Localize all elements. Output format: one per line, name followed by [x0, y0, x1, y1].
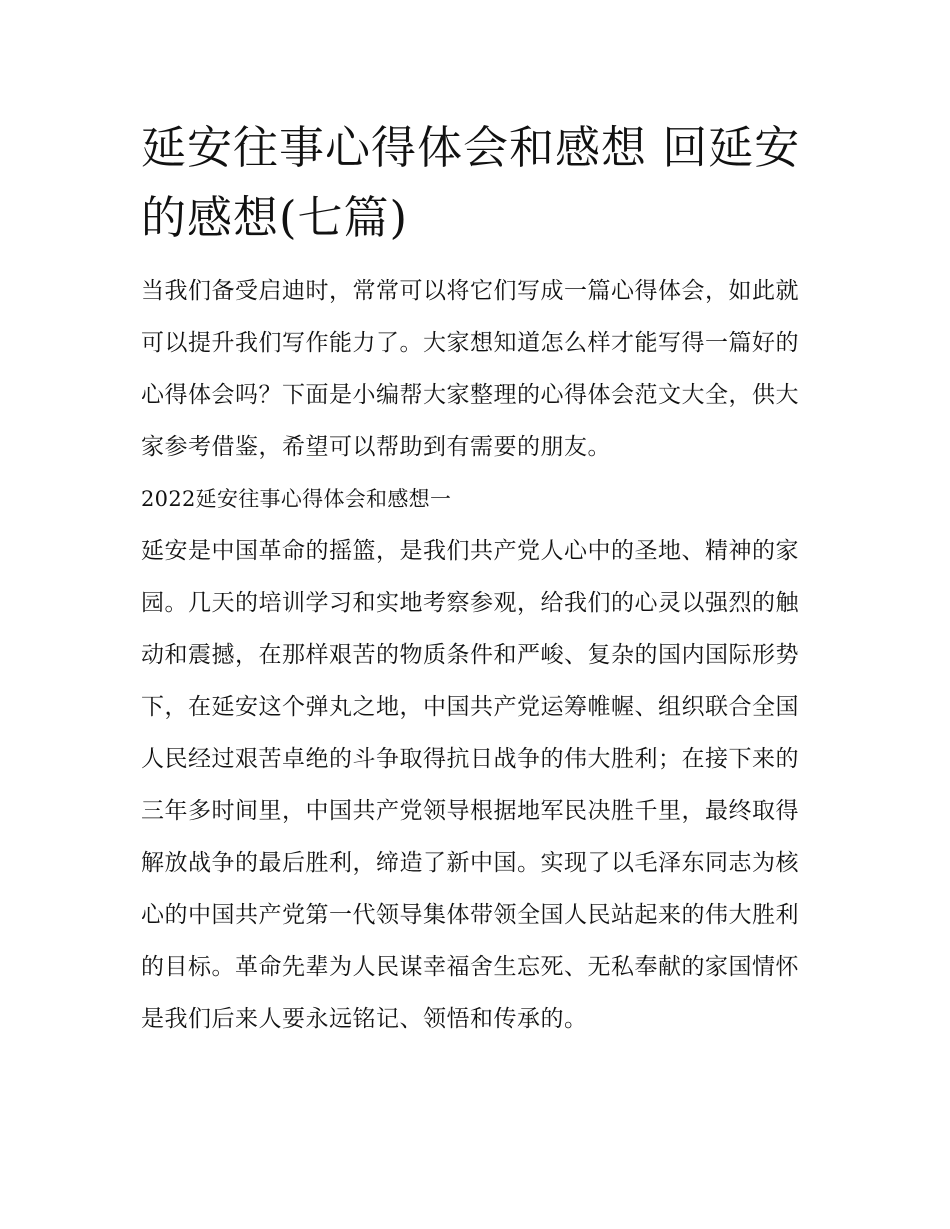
intro-paragraph: 当我们备受启迪时，常常可以将它们写成一篇心得体会，如此就可以提升我们写作能力了。大家想知道怎么样才能写得一篇好的心得体会吗？下面是小编帮大家整理的心得体会范文大全，供大家参考借鉴，希望可以帮助到有需要的朋友。 [141, 278, 799, 460]
document-body [141, 113, 811, 1045]
document-title: 延安往事心得体会和感想 回延安的感想(七篇) [141, 121, 801, 244]
section-paragraph: 延安是中国革命的摇篮，是我们共产党人心中的圣地、精神的家园。几天的培训学习和实地考察参观，给我们的心灵以强烈的触动和震撼，在那样艰苦的物质条件和严峻、复杂的国内国际形势下，在延安这个弹丸之地，中国共产党运筹帷幄、组织联合全国人民经过艰苦卓绝的斗争取得抗日战争的伟大胜利；在接下来的三年多时间里，中国共产党领导根据地军民决胜千里，最终取得解放战争的最后胜利，缔造了新中国。实现了以毛泽东同志为核心的中国共产党第一代领导集体带领全国人民站起来的伟大胜利的目标。革命先辈为人民谋幸福舍生忘死、无私奉献的家国情怀是我们后来人要永远铭记、领悟和传承的。 [141, 538, 799, 1032]
section-heading: 2022延安往事心得体会和感想一 [141, 487, 452, 511]
